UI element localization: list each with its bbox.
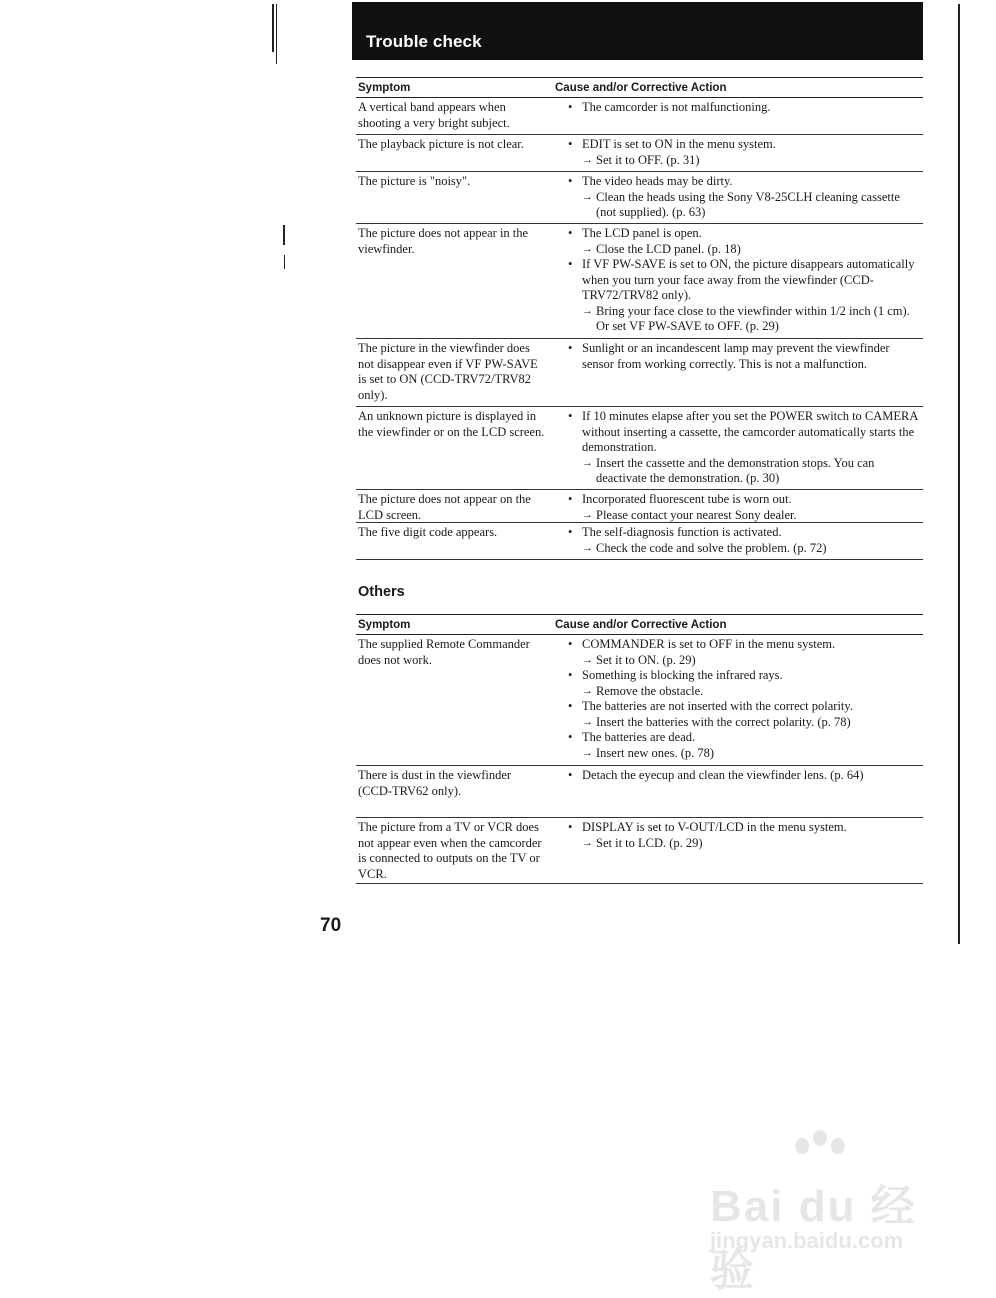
cause-item: • If 10 minutes elapse after you set the POWER switch to CAMERA without inserting a cassette, the camcorder automatically starts the demonstration. (555, 409, 923, 456)
action-header: Cause and/or Corrective Action (555, 618, 727, 631)
symptom-cell: A vertical band appears when shooting a very bright subject. (358, 100, 510, 130)
symptom-header: Symptom (358, 618, 411, 631)
cause-item: • Incorporated fluorescent tube is worn out. (555, 492, 923, 508)
table-row (356, 98, 923, 135)
scan-edge-mark (284, 255, 285, 269)
corrective-step: → Please contact your nearest Sony dealer. (555, 508, 923, 524)
cause-item: • COMMANDER is set to OFF in the menu system. (555, 637, 923, 653)
table-header (356, 77, 923, 98)
cause-item: • Something is blocking the infrared rays. (555, 668, 923, 684)
cause-item: • The video heads may be dirty. (555, 174, 923, 190)
action-header: Cause and/or Corrective Action (555, 81, 727, 94)
corrective-step: → Set it to LCD. (p. 29) (555, 836, 923, 852)
corrective-step: → Clean the heads using the Sony V8-25CLH cleaning cassette (not supplied). (p. 63) (555, 190, 923, 221)
action-cell (555, 635, 923, 765)
table-row (356, 135, 923, 172)
table-row (356, 635, 923, 766)
symptom-cell: The playback picture is not clear. (358, 137, 524, 151)
cause-item: • DISPLAY is set to V-OUT/LCD in the menu system. (555, 820, 923, 836)
corrective-step: → Set it to OFF. (p. 31) (555, 153, 923, 169)
cause-item: • The LCD panel is open. (555, 226, 923, 242)
symptom-cell: The picture is "noisy". (358, 174, 471, 188)
cause-item: • If VF PW-SAVE is set to ON, the picture disappears automatically when you turn your face away from the viewfinder (CCD-TRV72/TRV82 only). (555, 257, 923, 304)
corrective-step: → Insert the cassette and the demonstration stops. You can deactivate the demonstration. (p. 30) (555, 456, 923, 487)
action-cell (555, 224, 923, 338)
corrective-step: → Bring your face close to the viewfinder within 1/2 inch (1 cm). Or set VF PW-SAVE to OFF. (p. 29) (555, 304, 923, 335)
cause-item: • The self-diagnosis function is activated. (555, 525, 923, 541)
cause-item: • The camcorder is not malfunctioning. (555, 100, 923, 116)
symptom-cell: The picture does not appear in the viewfinder. (358, 226, 529, 256)
scan-edge-mark (283, 225, 285, 245)
cause-item: • EDIT is set to ON in the menu system. (555, 137, 923, 153)
symptom-cell: The five digit code appears. (358, 525, 498, 539)
scan-edge-mark (276, 4, 277, 64)
corrective-step: → Close the LCD panel. (p. 18) (555, 242, 923, 258)
symptom-cell: The supplied Remote Commander does not work. (358, 637, 530, 667)
header-bar (352, 2, 923, 60)
corrective-step: → Insert new ones. (p. 78) (555, 746, 923, 762)
corrective-step: → Check the code and solve the problem. (p. 72) (555, 541, 923, 557)
action-cell (555, 523, 923, 559)
baidu-watermark (700, 1130, 950, 1295)
table-row (356, 339, 923, 407)
paw-icon (795, 1138, 809, 1154)
action-cell (555, 407, 923, 489)
trouble-check-table (356, 77, 923, 560)
action-cell (555, 172, 923, 223)
corrective-step: → Insert the batteries with the correct polarity. (p. 78) (555, 715, 923, 731)
others-table (356, 614, 923, 884)
section-title-others: Others (358, 584, 405, 600)
table-row (356, 766, 923, 818)
page-title: Trouble check (366, 32, 482, 51)
table-row (356, 224, 923, 339)
cause-item: • The batteries are dead. (555, 730, 923, 746)
symptom-header: Symptom (358, 81, 411, 94)
action-cell (555, 135, 923, 171)
table-row (356, 523, 923, 560)
symptom-cell: The picture does not appear on the LCD screen. (358, 492, 531, 522)
scan-edge-mark (272, 4, 274, 52)
paw-icon (831, 1138, 845, 1154)
table-row (356, 172, 923, 224)
action-cell (555, 818, 923, 883)
scan-edge-mark (958, 4, 960, 944)
action-cell (555, 766, 923, 817)
watermark-url: jingyan.baidu.com (710, 1228, 904, 1253)
corrective-step: → Remove the obstacle. (555, 684, 923, 700)
table-header (356, 614, 923, 635)
cause-item: • Sunlight or an incandescent lamp may prevent the viewfinder sensor from working correctly. This is not a malfunction. (555, 341, 923, 372)
symptom-cell: The picture in the viewfinder does not disappear even if VF PW-SAVE is set to ON (CCD-TRV72/TRV82 only). (358, 341, 538, 402)
watermark-logo-text: Bai du 经验 (710, 1182, 917, 1295)
cause-item: • The batteries are not inserted with the correct polarity. (555, 699, 923, 715)
cause-item: • Detach the eyecup and clean the viewfinder lens. (p. 64) (555, 768, 923, 784)
symptom-cell: An unknown picture is displayed in the viewfinder or on the LCD screen. (358, 409, 545, 439)
symptom-cell: The picture from a TV or VCR does not appear even when the camcorder is connected to outputs on the TV or VCR. (358, 820, 542, 881)
action-cell (555, 98, 923, 134)
action-cell (555, 490, 923, 522)
symptom-cell: There is dust in the viewfinder (CCD-TRV62 only). (358, 768, 512, 798)
table-row (356, 407, 923, 490)
table-row (356, 818, 923, 884)
table-row (356, 490, 923, 523)
page-number: 70 (320, 915, 342, 936)
paw-icon (813, 1130, 827, 1146)
corrective-step: → Set it to ON. (p. 29) (555, 653, 923, 669)
action-cell (555, 339, 923, 406)
